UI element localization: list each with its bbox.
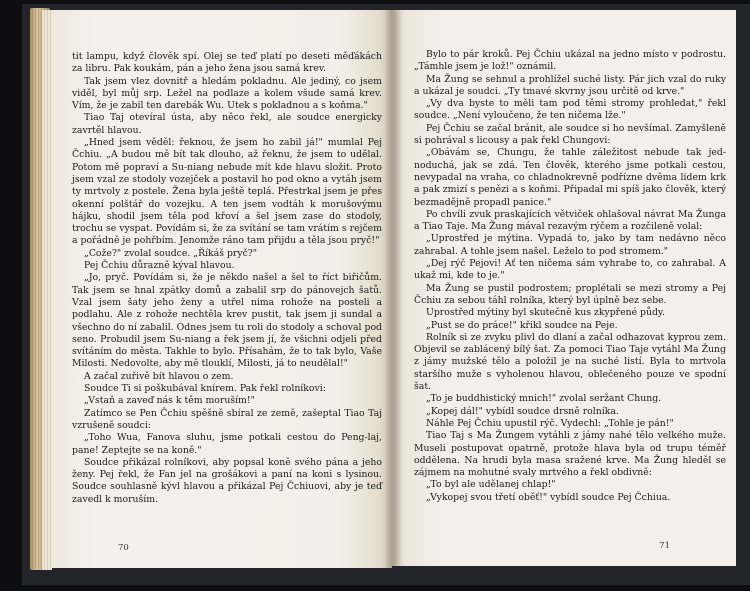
paragraph: „To je buddhistický mnich!" zvolal seržant Chung. bbox=[426, 393, 662, 405]
paragraph: „Vykopej svou třetí oběť!" vybídl soudce Pej Čchiua. bbox=[426, 491, 671, 503]
paragraph: „Vstaň a zaveď nás k těm moruším!" bbox=[84, 395, 255, 407]
paragraph: tit lampu, když člověk spí. Olej se teď platí po deseti měďákách za libru. Pak koukám, pán a jeho žena jsou samá krev. bbox=[72, 51, 382, 75]
paragraph: „Obávám se, Chungu, že tahle záležitost nebude tak jednoduchá, jak se zdá. Ten člověk, kterého jsme potkali cestou, nevypadal na vraha, co chladnokrevně podřízne dvěma lidem krk a pak zmizí s penězi a s koňmi. Připadal mi spíš jako člověk, který bezmadějně propadl panice." bbox=[414, 147, 726, 208]
paragraph: „Jo, pryč. Povídám si, že je někdo našel a šel to říct biřičům. Tak jsem se hnal zpátky domů a zabalil srp do pánovejch šatů. Vzal jsem šaty jeho ženy a utřel nima rohože na posteli a podlahu. Ale z rohože nechtěla krev pustit, tak jsem ji sundal a všechno do ní zabalil. Odnes jsem tu roli do stodoly a schoval pod seno. Probudil jsem Su-niang a řek jsem jí, že všichni odjeli před svítáním do města. Takhle to bylo. Přísahám, že to tak bylo, Vaše Milosti. Nedovolte, aby mě tlouklí, Milosti, já to neudělal!" bbox=[72, 272, 382, 370]
paragraph: Pej Čchiu se začal bránit, ale soudce si ho nevšímal. Zamyšleně si pohrával s licousy a pak řekl Chungovi: bbox=[414, 122, 726, 147]
paragraph: „Pust se do práce!" křikl soudce na Peje. bbox=[426, 319, 618, 331]
paragraph: Soudce Ti si poškubával knírem. Pak řekl rolníkovi: bbox=[84, 383, 326, 395]
right-page bbox=[392, 10, 736, 566]
page-number: 71 bbox=[659, 540, 670, 551]
paragraph: Rolník si ze zvyku plivl do dlaní a začal odhazovat kyprou zem. Objevil se zablácený bílý šat. Za pomoci Tiao Taje vytáhl Ma Žung z jámy mužské tělo a položil je na suché listí. Byla to mrtvola staršího muže s vyholenou hlavou, oblečeného pouze ve spodní šat. bbox=[414, 331, 726, 393]
paragraph: Bylo to pár kroků. Pej Čchiu ukázal na jedno místo v podrostu. „Támhle jsem je lož!" oznámil. bbox=[414, 49, 726, 73]
page-number: 70 bbox=[118, 542, 129, 553]
paragraph: Ma Žung se pustil podrostem; proplétali se mezi stromy a Pej Čchiu za sebou táhl rolníka, který byl úplně bez sebe. bbox=[414, 282, 726, 306]
paragraph: „To byl ale udělanej chlap!" bbox=[426, 479, 556, 491]
paragraph: „Kopej dál!" vybídl soudce drsně rolníka. bbox=[426, 405, 619, 417]
paragraph: Pej Čchiu důrazně kýval hlavou. bbox=[84, 260, 235, 272]
paragraph: „Dej rýč Pejovi! Ať ten ničema sám vyhrabe to, co zahrabal. A ukaž mi, kde to je." bbox=[414, 258, 726, 282]
paragraph: Zatímco se Pen Čchiu spěšně sbíral ze země, zašeptal Tiao Taj vzrušeně soudci: bbox=[72, 407, 382, 431]
right-page-text bbox=[414, 49, 726, 504]
left-page bbox=[52, 10, 392, 568]
paragraph: A začal zuřivě bít hlavou o zem. bbox=[84, 370, 234, 382]
left-page-text bbox=[72, 51, 382, 506]
paragraph: „Hned jsem věděl: řeknou, že jsem ho zabil já!" mumlal Pej Čchiu. „A budou mě bít tak dlouho, až řeknu, že jsem to udělal. Potom mě popraví a Su-niang nebude mít kde hlavu složit. Proto jsem vzal ze stodoly vozejček a postavil ho pod okno a vytáh jsem ty mrtvoly z postele. Žena byla ještě teplá. Přestrkal jsem je přes okenní polštář do vozejku. A ten jsem vodtáh k morušovýmu hájku, shodil jsem těla pod křoví a šel jsem zase do stodoly, trochu se vyspat. Povídám si, že za svítání se tam vrátím s rejčem a pořádně je pohřbím. Jenomže ráno tam přijdu a těla jsou pryč!" bbox=[72, 137, 382, 247]
paragraph: Soudce přikázal rolníkovi, aby popsal koně svého pána a jeho ženy. Pej řekl, že Fan jel na grošákovi a paní na koni s lysinou. Soudce souhlasně kývl hlavou a přikázal Pej Čchiuovi, aby je teď zavedl k moruším. bbox=[72, 456, 382, 505]
paragraph: Tiao Taj s Ma Žungem vytáhli z jámy nahé tělo velkého muže. Museli postupovat opatrně, protože hlava byla od trupu téměř oddělena. Na hrudi byla masa sražené krve. Ma Žung hleděl se zájmem na mohutné svaly mrtvého a řekl obdivně: bbox=[414, 430, 726, 479]
paragraph: Tiao Taj otevíral ústa, aby něco řekl, ale soudce energicky zavrtěl hlavou. bbox=[72, 112, 382, 136]
paragraph: „Uprostřed je mýtina. Vypadá to, jako by tam nedávno něco zahrabal. A tohle jsem našel. Leželo to pod stromem." bbox=[414, 233, 726, 257]
page-stack bbox=[42, 10, 52, 570]
paragraph: „Cože?" zvolal soudce. „Říkáš pryč?" bbox=[84, 247, 258, 259]
paragraph: „Toho Wua, Fanova sluhu, jsme potkali cestou do Peng-laj, pane! Zeptejte se na koně." bbox=[72, 432, 382, 456]
paragraph: Tak jsem vlez dovnitř a hledám pokladnu. Ale jediný, co jsem viděl, byl můj srp. Ležel na podlaze a kolem všude samá krev. Vím, že je zabil ten darebák Wu. Utek s pokladnou a s koňma." bbox=[72, 75, 382, 112]
paragraph: Náhle Pej Čchiu upustil rýč. Vydechl: „Tohle je pán!" bbox=[426, 417, 674, 429]
paragraph: Po chvíli zvuk praskajících větviček ohlašoval návrat Ma Žunga a Tiao Taje. Ma Žung mával rezavým rýčem a rozčileně volal: bbox=[414, 208, 726, 233]
paragraph: Ma Žung se sehnul a prohlížel suché listy. Pár jich vzal do ruky a ukázal je soudci. „Ty tmavé skvrny jsou určitě od krve." bbox=[414, 73, 726, 97]
paragraph: Uprostřed mýtiny byl skutečně kus zkypřené půdy. bbox=[426, 307, 665, 319]
paragraph: „Vy dva byste to měli tam pod těmi stromy prohledat," řekl soudce. „Není vyloučeno, že ten ničema lže." bbox=[414, 98, 726, 122]
